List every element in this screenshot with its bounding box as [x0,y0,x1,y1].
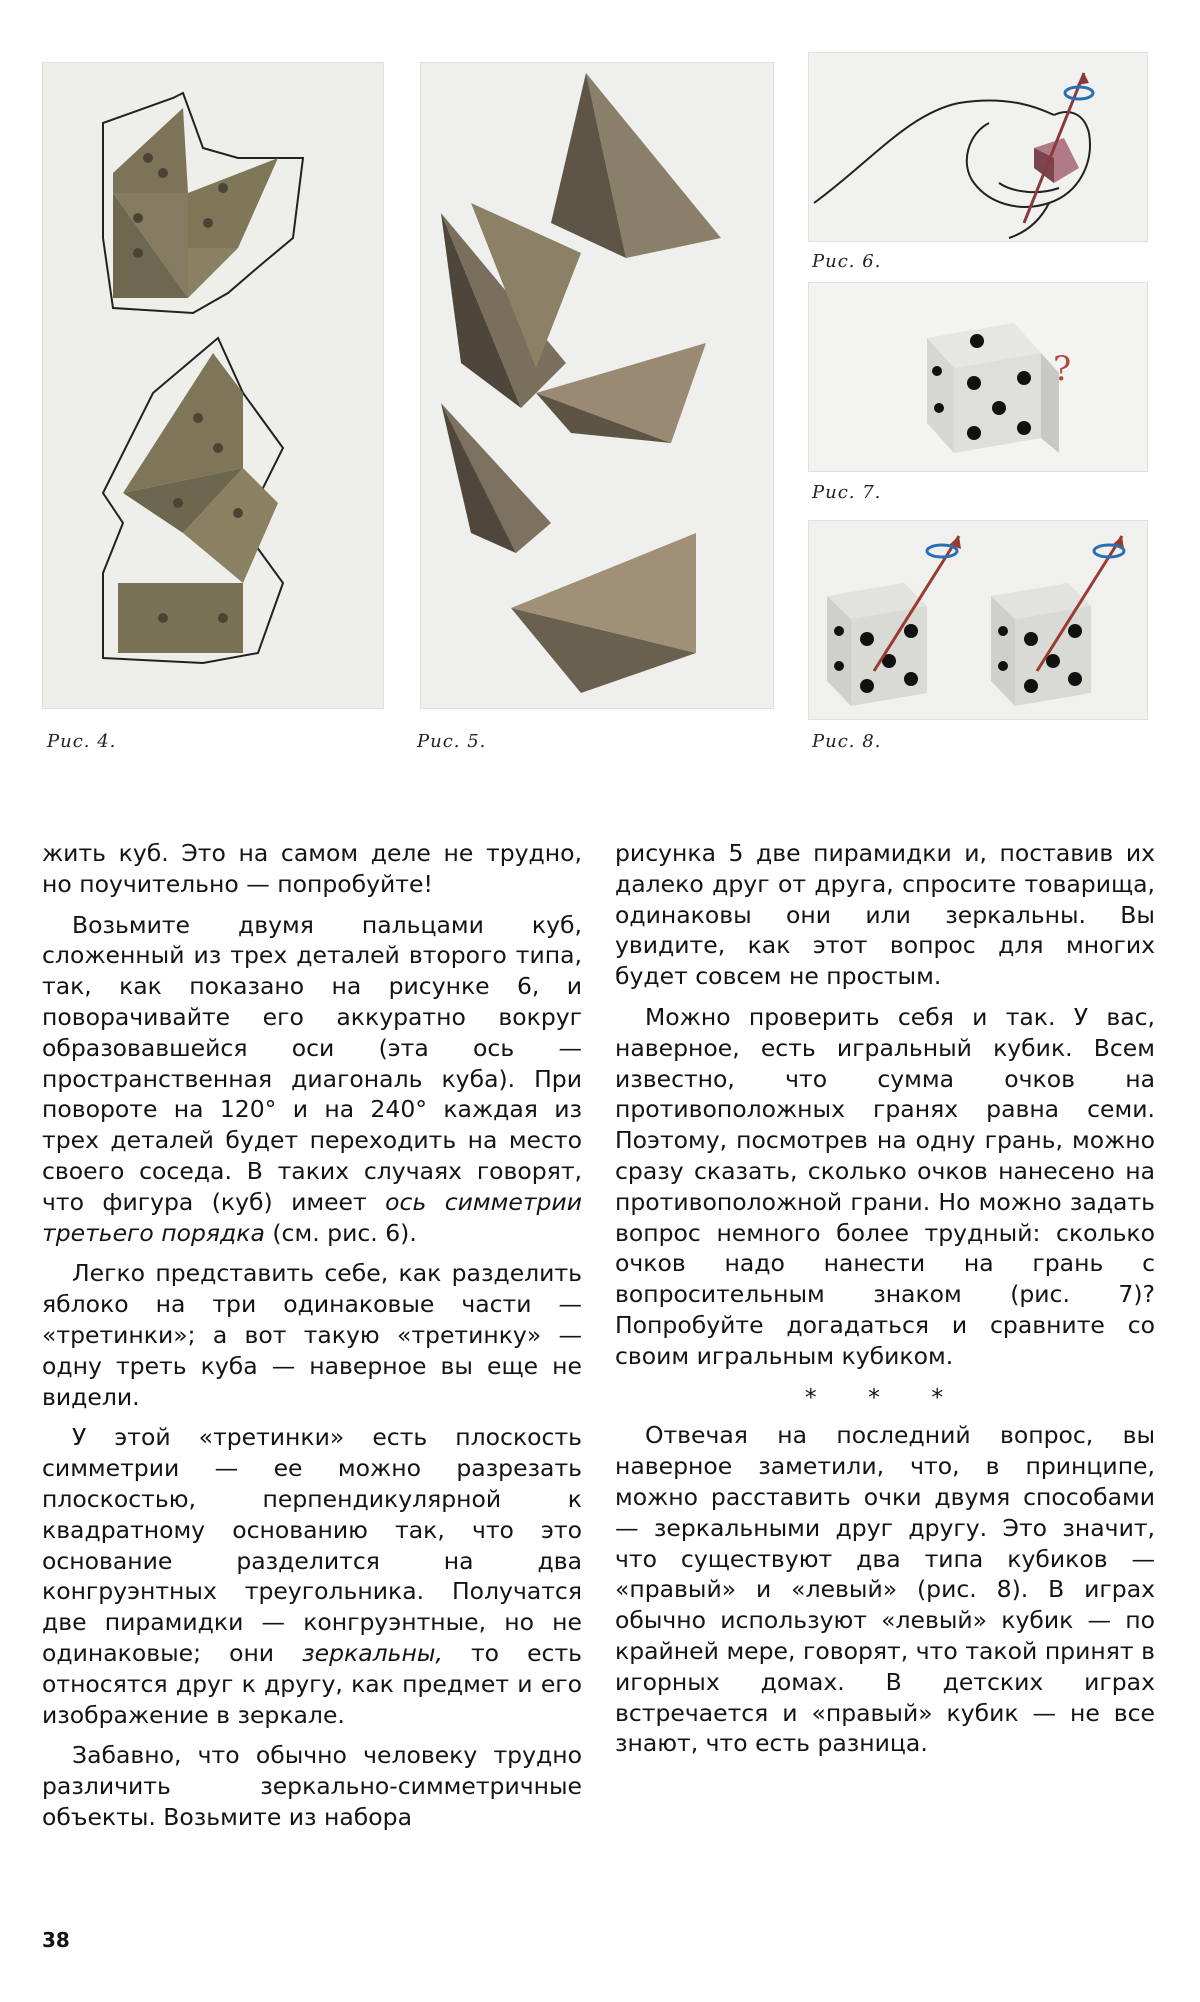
figure-5-pyramids [420,62,774,709]
left-text-column [42,838,582,1843]
die-question-illustration [809,283,1147,471]
pyramids-illustration [421,63,773,708]
paragraph: Можно проверить себя и так. У вас, наверное, есть игральный кубик. Всем известно, что сумма очков на противоположных гранях равна семи. Поэтому, посмотрев на одну грань, можно сразу сказать, сколько очков нанесено на противоположной грани. Но можно задать вопрос немного более трудный: сколько очков надо нанести на грань с вопросительным знаком (рис. 7)? Попробуйте догадаться и сравните со своим игральным кубиком. [615,1002,1155,1370]
nets-illustration [43,63,383,708]
hand-cube-illustration [809,53,1147,241]
figure-7-die [808,282,1148,472]
figure-5-caption: Рис. 5. [417,731,487,752]
figure-4-caption: Рис. 4. [47,731,117,752]
paragraph: жить куб. Это на самом деле не трудно, но поучительно — попробуйте! [42,839,582,898]
section-separator: * * * [804,1382,966,1411]
paragraph: Отвечая на последний вопрос, вы наверное заметили, что, в принципе, можно расставить очки двумя способами — зеркальными друг другу. Это значит, что существуют два типа кубиков — «правый» и «левый» (рис. 8). В играх обычно используют «левый» кубик — по крайней мере, говорят, что такой принят в игорных домах. В детских играх встречается и «правый» кубик — не все знают, что есть разница. [615,1421,1155,1758]
paragraph: Возьмите двумя пальцами куб, сложенный из трех деталей второго типа, так, как показано на рисунке 6, и поворачивайте его аккуратно вокруг образовавшейся оси (эта ось — пространственная диагональ куба). При повороте на 120° и на 240° каждая из трех деталей будет переходить на место своего соседа. В таких случаях говорят, что фигура (куб) имеет ось симметрии третьего порядка (см. рис. 6). [42,910,582,1247]
figure-7-caption: Рис. 7. [812,482,882,503]
paragraph: Легко представить себе, как разделить яблоко на три одинаковые части — «третинки»; а вот такую «третинку» — одну треть куба — наверное вы еще не видели. [42,1259,582,1411]
question-mark: ? [1053,349,1072,389]
paragraph: рисунка 5 две пирамидки и, поставив их далеко друг от друга, спросите товарища, одинаковы они или зеркальны. Вы увидите, как этот вопрос для многих будет совсем не простым. [615,839,1155,991]
figure-6-hand-cube [808,52,1148,242]
figure-4-nets [42,62,384,709]
two-dice-illustration [809,521,1147,719]
right-text-column [615,838,1155,1769]
emphasis-mirror-term: зеркальны, [302,1638,443,1667]
emphasis-axis-term: ось симметрии третьего порядка [42,1187,582,1247]
figure-8-two-dice [808,520,1148,720]
figure-6-caption: Рис. 6. [812,251,882,272]
paragraph: Забавно, что обычно человеку трудно различить зеркально-симметричные объекты. Возьмите из набора [42,1741,582,1831]
figure-8-caption: Рис. 8. [812,731,882,752]
page-number: 38 [42,1928,70,1952]
paragraph: У этой «третинки» есть плоскость симметрии — ее можно разрезать плоскостью, перпендикулярной к квадратному основанию так, что это основание разделится на два конгруэнтных треугольника. Получатся две пирамидки — конгруэнтные, но не одинаковые; они зеркальны, то есть относятся друг к другу, как предмет и его изображение в зеркале. [42,1423,582,1729]
